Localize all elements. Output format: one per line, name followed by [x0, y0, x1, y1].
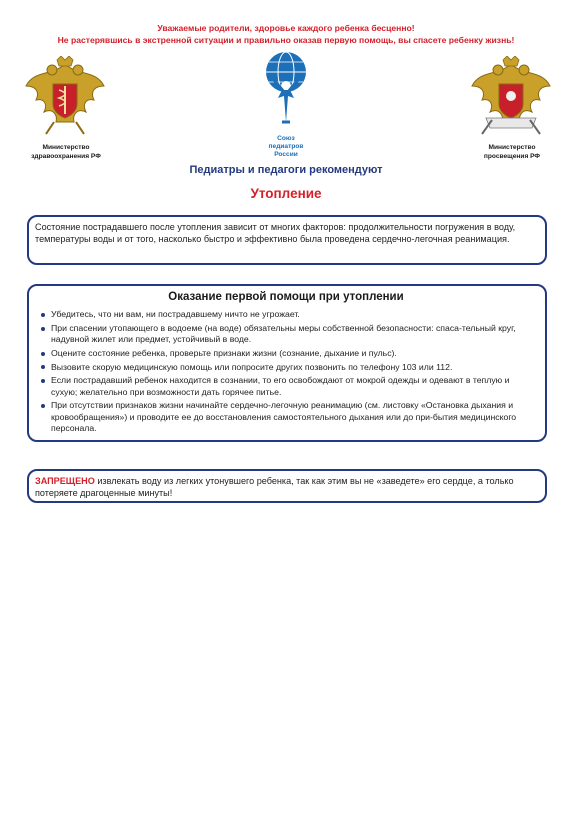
warning-keyword: ЗАПРЕЩЕНО — [35, 476, 95, 486]
list-item: Если пострадавший ребенок находится в сознании, то его освобождают от мокрой одежды и одевают в теплую и сухую; желательно при возможности дать горячее питье. — [41, 375, 535, 397]
list-item: Убедитесь, что ни вам, ни пострадавшему ничто не угрожает. — [41, 309, 535, 320]
first-aid-heading: Оказание первой помощи при утоплении — [168, 291, 404, 303]
appeal-banner — [0, 22, 572, 46]
list-item: Вызовите скорую медицинскую помощь или попросите других позвонить по телефону 103 или 112. — [41, 362, 535, 373]
intro-text: Состояние пострадавшего после утопления зависит от многих факторов: продолжительности погружения в воду, температуры воды и от того, насколько быстро и эффективно была проведена сердечно-легочная реанимация. — [35, 222, 516, 244]
list-item: При отсутствии признаков жизни начинайте сердечно-легочную реанимацию (см. листовку «Остановка дыхания и кровообращения») и проводите ее до восстановления самостоятельного дыхания или до при-бытия медицинского персонала. — [41, 400, 535, 434]
page-title: Утопление — [250, 186, 322, 201]
list-item: Оцените состояние ребенка, проверьте признаки жизни (сознание, дыхание и пульс). — [41, 348, 535, 359]
appeal-line-1: Уважаемые родители, здоровье каждого ребенка бесценно! — [157, 23, 415, 33]
list-item: При спасении утопающего в водоеме (на воде) обязательны меры собственной безопасности: спаса-тельный круг, надувной жилет или предмет, устойчивый в воде. — [41, 323, 535, 345]
ministry-health-label: Министерство здравоохранения РФ — [31, 144, 101, 160]
ministry-health-emblem-icon — [22, 56, 108, 138]
recommend-subtitle: Педиатры и педагоги рекомендуют — [189, 164, 383, 176]
warning-text: извлекать воду из легких утонувшего ребенка, так как этим вы не «заведете» его сердце, а только потеряете драгоценные минуты! — [35, 476, 514, 498]
appeal-line-2: Не растерявшись в экстренной ситуации и правильно оказав первую помощь, вы спасете ребенку жизнь! — [57, 35, 515, 45]
ministry-education-label: Министерство просвещения РФ — [483, 144, 541, 160]
warning-box — [27, 469, 547, 503]
first-aid-list — [37, 309, 535, 434]
union-of-pediatricians-label: Союз педиатров России — [268, 135, 304, 158]
ministry-education-emblem-icon — [468, 56, 554, 138]
first-aid-box — [27, 284, 547, 442]
union-of-pediatricians-logo-icon — [262, 50, 310, 130]
intro-box — [27, 215, 547, 265]
